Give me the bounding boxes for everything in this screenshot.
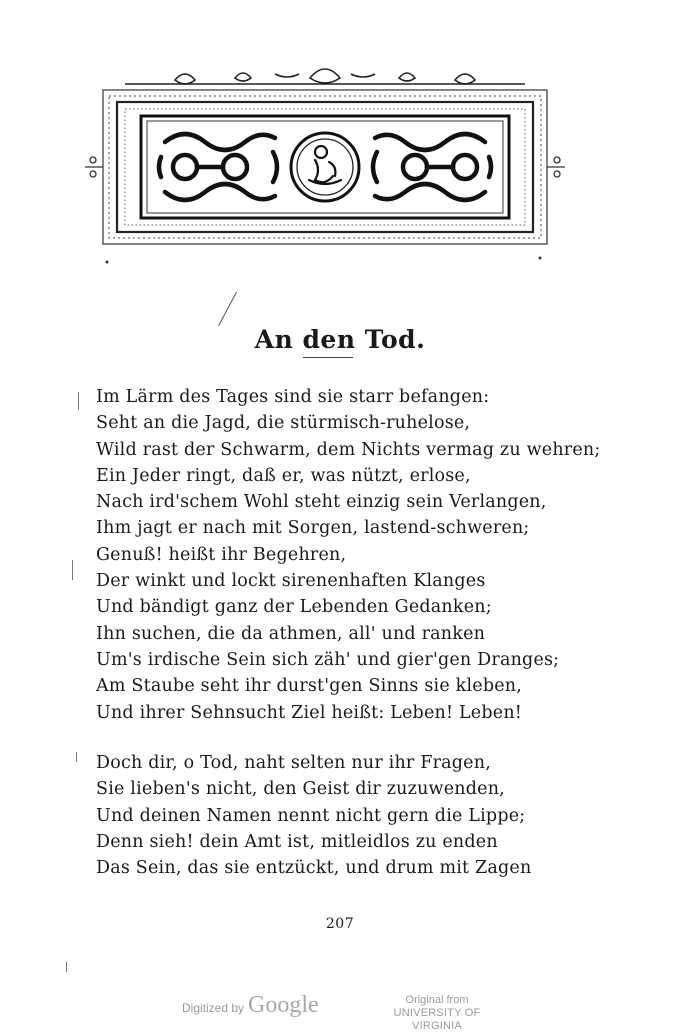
margin-mark [78,392,79,410]
poem-line: Am Staube seht ihr durst'gen Sinns sie kleben, [96,676,523,697]
poem-line: Doch dir, o Tod, naht selten nur ihr Fragen, [96,753,491,773]
poem-line: Seht an die Jagd, die stürmisch-ruhelose, [96,413,471,434]
original-from-label: Original from [405,994,469,1006]
digitized-by-label: Digitized by [182,1001,245,1015]
poem-line: Und ihrer Sehnsucht Ziel heißt: Leben! Leben! [96,702,523,723]
page-number: 207 [325,916,355,932]
university-label: UNIVERSITY OF VIRGINIA [393,1007,481,1032]
stanza-2 [96,750,616,881]
poem-line: Ihn suchen, die da athmen, all' und ranken [96,623,486,644]
poem-line: Ihm jagt er nach mit Sorgen, lastend-schweren; [96,518,530,539]
poem-line: Sie lieben's nicht, den Geist dir zuzuwenden, [96,779,505,800]
stanza-1 [96,384,616,726]
poem-line: Nach ird'schem Wohl steht einzig sein Verlangen, [96,492,547,513]
digitized-by-google-watermark [182,992,319,1026]
poem-title: An den Tod. [254,324,426,354]
margin-mark [66,962,67,972]
original-from-watermark [372,994,502,1033]
poem-line: Wild rast der Schwarm, dem Nichts vermag zu wehren; [96,439,601,460]
pen-stroke-mark [218,292,237,326]
ornamental-header-icon [85,62,565,267]
poem-line: Der winkt und lockt sirenenhaften Klanges [96,571,486,592]
poem-line: Ein Jeder ringt, daß er, was nützt, erlose, [96,465,471,486]
poem-line: Und deinen Namen nennt nicht gern die Lippe; [96,805,526,826]
title-divider [303,357,353,358]
margin-mark [72,560,73,580]
poem-line: Denn sieh! dein Amt ist, mitleidlos zu enden [96,831,498,852]
poem-line: Genuß! heißt ihr Begehren, [96,544,347,565]
poem-line: Und bändigt ganz der Lebenden Gedanken; [96,597,492,618]
poem-line: Das Sein, das sie entzückt, und drum mit Zagen [96,858,532,879]
margin-mark [76,752,77,762]
poem-line: Im Lärm des Tages sind sie starr befangen: [96,387,490,407]
google-logo: Google [248,992,319,1018]
poem-line: Um's irdische Sein sich zäh' und gier'gen Dranges; [96,649,560,670]
